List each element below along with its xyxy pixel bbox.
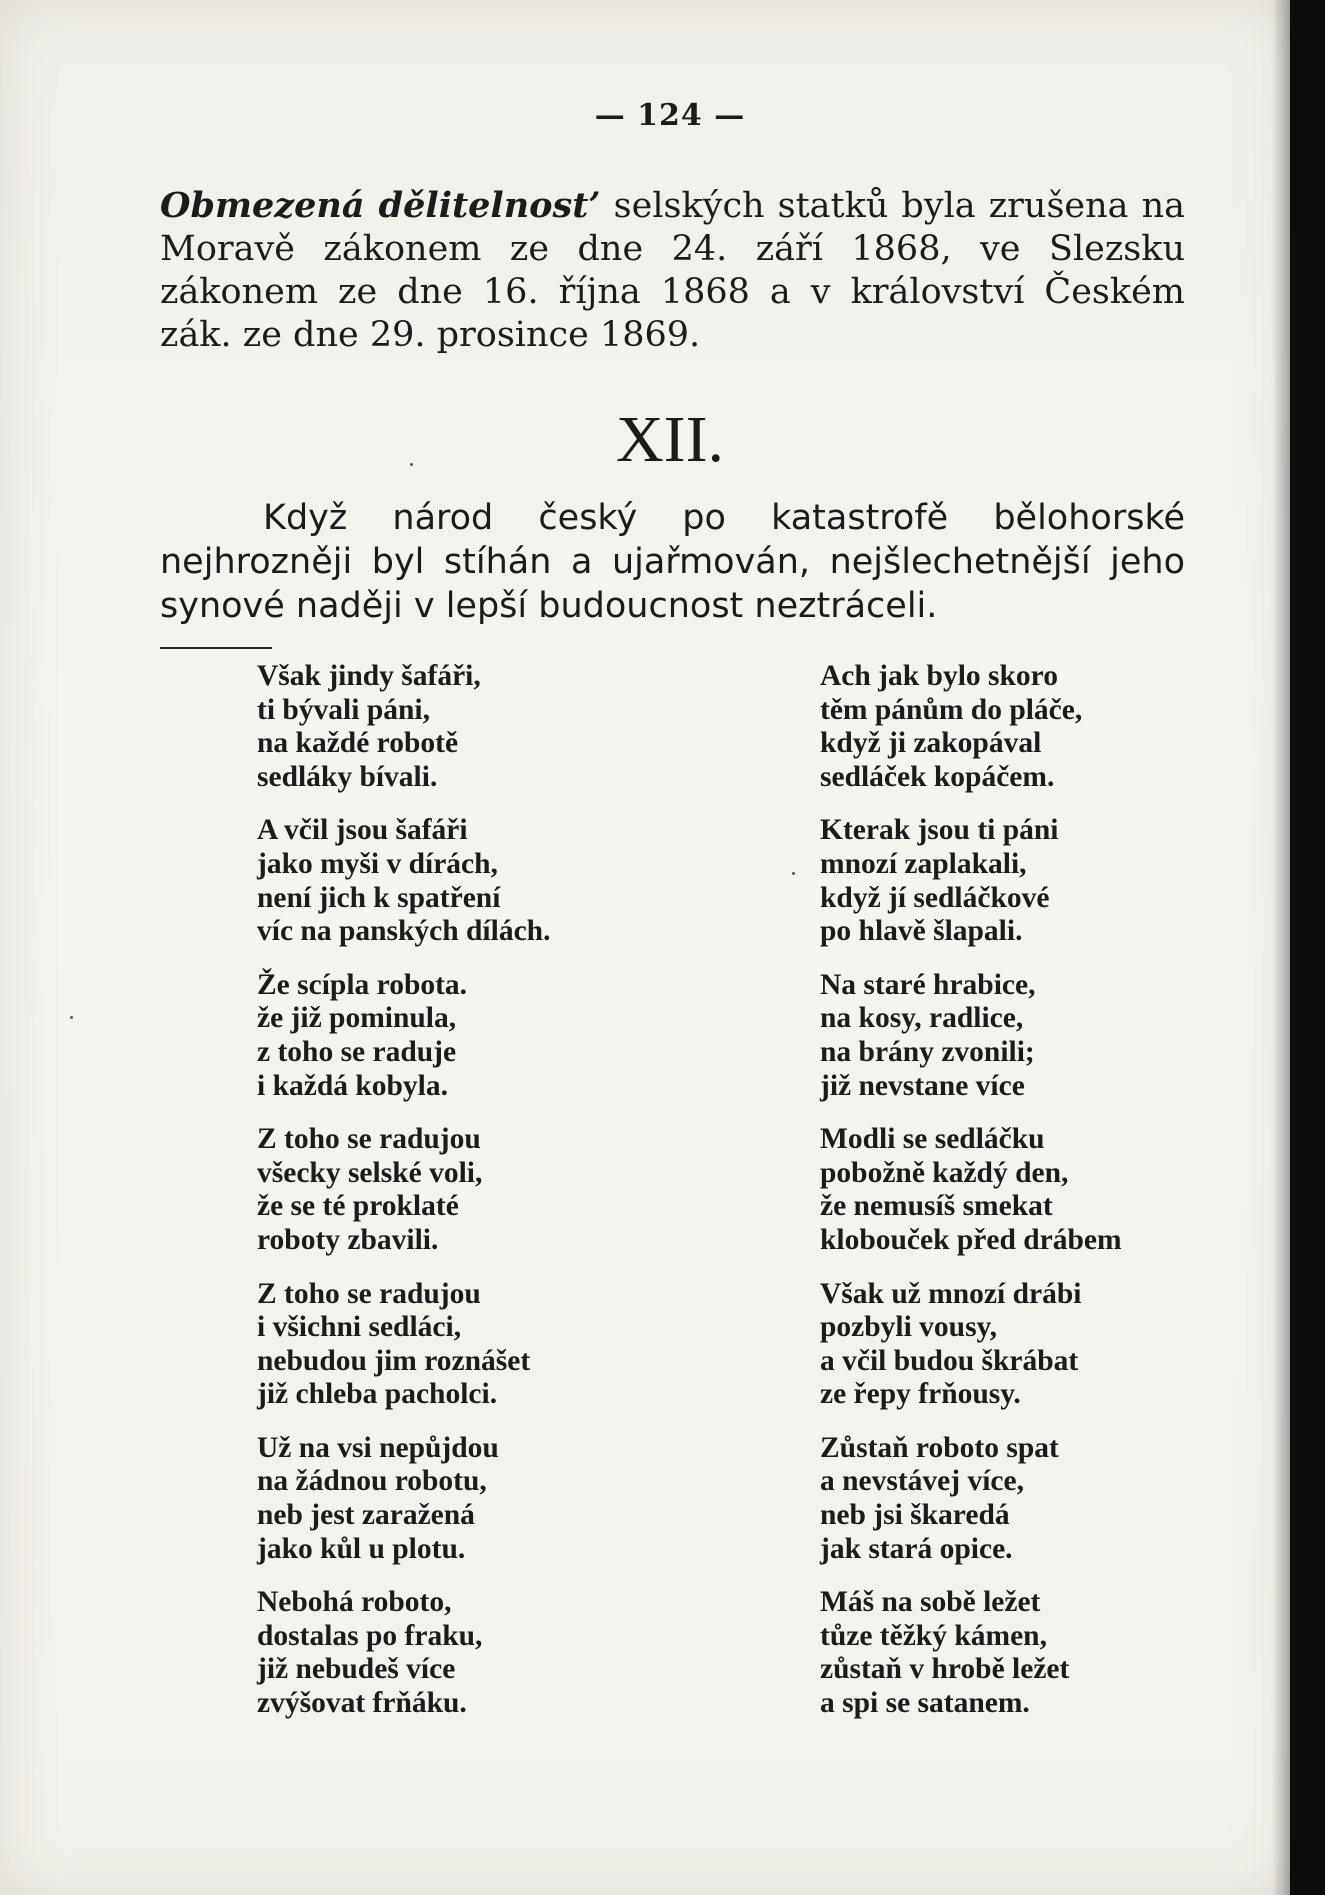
poem-line: sedláček kopáčem.: [820, 760, 1055, 793]
poem-line: a spi se satanem.: [820, 1687, 1030, 1720]
poem-line: roboty zbavili.: [257, 1223, 439, 1256]
poem-stanza: [257, 1278, 617, 1412]
poem-line: Však už mnozí drábi: [820, 1277, 1082, 1310]
poem-stanza: [257, 969, 617, 1103]
poem-stanza: [257, 1123, 617, 1257]
binding-shadow: [1272, 0, 1290, 1895]
poem-line: a nevstávej více,: [820, 1465, 1024, 1498]
poem-line: víc na panských dílách.: [257, 915, 551, 948]
poem-line: jako myši v dírách,: [257, 847, 498, 880]
poem-line: již nebudeš více: [257, 1653, 456, 1686]
poem-line: dostalas po fraku,: [257, 1619, 483, 1652]
poem-stanza: [820, 1123, 1180, 1257]
print-speck: [70, 1016, 73, 1019]
poem-line: když jí sedláčkové: [820, 881, 1050, 914]
poem-line: jako kůl u plotu.: [257, 1532, 466, 1565]
intro-emphasis: Obmezená dělitelnost’: [160, 185, 601, 226]
poem-line: když ji zakopával: [820, 727, 1042, 760]
page-number: — 124 —: [594, 98, 746, 133]
poem-stanza: [257, 1586, 617, 1720]
poem-line: i každá kobyla.: [257, 1069, 448, 1102]
poem-line: na žádnou robotu,: [257, 1465, 487, 1498]
poem-stanza: [257, 1432, 617, 1566]
poem-line: nebudou jim roznášet: [257, 1344, 531, 1377]
print-speck: [792, 872, 795, 875]
poem-line: není jich k spatření: [257, 881, 501, 914]
poem-line: Už na vsi nepůjdou: [257, 1431, 499, 1464]
poem-line: Z toho se radujou: [257, 1277, 481, 1310]
poem-line: tůze těžký kámen,: [820, 1619, 1047, 1652]
poem-line: Ach jak bylo skoro: [820, 660, 1058, 692]
poem-line: zůstaň v hrobě ležet: [820, 1653, 1070, 1686]
poem-line: Kterak jsou ti páni: [820, 814, 1059, 847]
poem-line: klobouček před drábem: [820, 1223, 1122, 1256]
print-speck: [410, 463, 413, 466]
poem-right-column: [820, 660, 1180, 1741]
poem-line: Modli se sedláčku: [820, 1123, 1045, 1156]
poem-line: i všichni sedláci,: [257, 1311, 462, 1344]
poem-stanza: [820, 1586, 1180, 1720]
poem-stanza: [820, 969, 1180, 1103]
poem-line: Však jindy šafáři,: [257, 660, 481, 692]
poem-line: ze řepy frňousy.: [820, 1378, 1021, 1411]
poem-line: Máš na sobě ležet: [820, 1586, 1041, 1619]
poem-line: Nebohá roboto,: [257, 1586, 452, 1619]
poem-line: mnozí zaplakali,: [820, 847, 1027, 880]
poem-stanza: [820, 814, 1180, 948]
poem-line: Z toho se radujou: [257, 1123, 481, 1156]
poem-line: že již pominula,: [257, 1002, 457, 1035]
poem-line: neb jest zaražená: [257, 1499, 475, 1532]
lead-paragraph: Když národ český po katastrofě bělohorské nejhrozněji byl stíhán a ujařmován, nejšlechetnější jeho synové naději v lepší budoucnost neztráceli.: [160, 498, 1185, 626]
poem-line: po hlavě šlapali.: [820, 915, 1023, 948]
poem-stanza: [820, 1278, 1180, 1412]
poem-line: ti bývali páni,: [257, 693, 430, 726]
poem-stanza: [257, 814, 617, 948]
chapter-title: XII.: [615, 403, 725, 476]
poem-stanza: [257, 660, 617, 794]
poem-line: na každé robotě: [257, 727, 459, 760]
intro-text: selských statků byla zrušena na Moravě zákonem ze dne 24. září 1868, ve Slezsku zákonem ze dne 16. října 1868 a v království Českém zák. ze dne 29. prosince 1869.: [160, 186, 1185, 355]
poem-line: na brány zvonili;: [820, 1035, 1035, 1068]
poem-line: neb jsi škaredá: [820, 1499, 1010, 1532]
poem-line: sedláky bívali.: [257, 760, 438, 793]
poem-line: jak stará opice.: [820, 1532, 1013, 1565]
poem-line: z toho se raduje: [257, 1035, 457, 1068]
poem-line: všecky selské voli,: [257, 1156, 483, 1189]
section-divider: [160, 647, 272, 649]
poem-line: těm pánům do pláče,: [820, 693, 1083, 726]
poem-line: již chleba pacholci.: [257, 1378, 498, 1411]
poem-line: pozbyli vousy,: [820, 1311, 998, 1344]
book-binding: [1290, 0, 1325, 1895]
poem-left-column: [257, 660, 617, 1741]
poem-stanza: [820, 1432, 1180, 1566]
intro-paragraph: [160, 184, 1185, 357]
poem-line: Zůstaň roboto spat: [820, 1431, 1059, 1464]
poem-line: na kosy, radlice,: [820, 1002, 1024, 1035]
poem-line: že se té proklaté: [257, 1190, 459, 1223]
poem-line: Na staré hrabice,: [820, 968, 1036, 1001]
poem-line: již nevstane více: [820, 1069, 1025, 1102]
poem-stanza: [820, 660, 1180, 794]
poem-line: Že scípla robota.: [257, 968, 468, 1001]
poem-line: že nemusíš smekat: [820, 1190, 1053, 1223]
poem-line: a včil budou škrábat: [820, 1344, 1079, 1377]
poem-line: zvýšovat frňáku.: [257, 1687, 467, 1720]
poem-line: pobožně každý den,: [820, 1156, 1069, 1189]
poem-line: A včil jsou šafáři: [257, 814, 468, 847]
